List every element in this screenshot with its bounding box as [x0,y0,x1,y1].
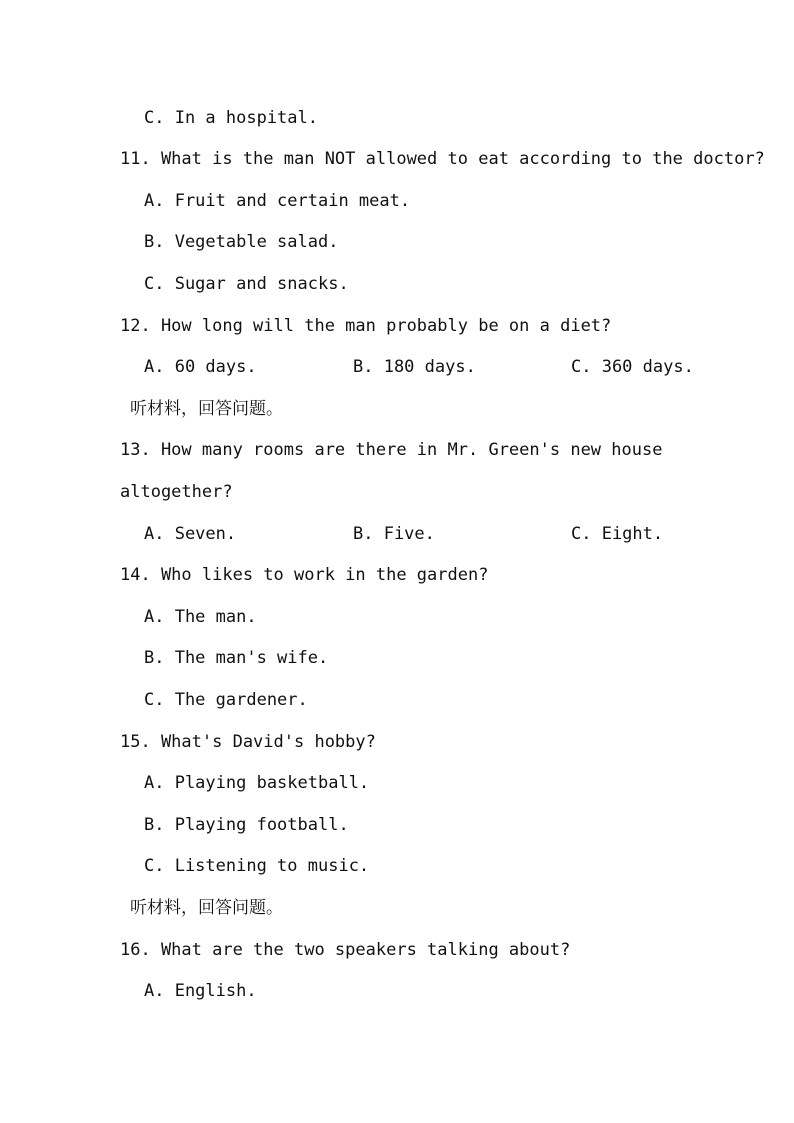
q11-option-c: C. Sugar and snacks. [144,274,349,294]
question-11: 11. What is the man NOT allowed to eat according to the doctor? [120,149,765,169]
q14-option-a: A. The man. [144,607,257,627]
q12-option-b: B. 180 days. [353,357,476,377]
question-13: 13. How many rooms are there in Mr. Green's new house [120,440,663,460]
q13-option-b: B. Five. [353,524,435,544]
question-14: 14. Who likes to work in the garden? [120,565,489,585]
q15-option-c: C. Listening to music. [144,856,370,876]
question-13-continued: altogether? [120,482,233,502]
q12-option-c: C. 360 days. [571,357,694,377]
q16-option-a: A. English. [144,981,257,1001]
q11-option-a: A. Fruit and certain meat. [144,191,411,211]
question-16: 16. What are the two speakers talking about? [120,940,571,960]
q11-option-b: B. Vegetable salad. [144,232,339,252]
listening-instruction: 听材料，回答问题。 [130,399,283,419]
q13-option-a: A. Seven. [144,524,237,544]
listening-instruction: 听材料，回答问题。 [130,898,283,918]
question-15: 15. What's David's hobby? [120,732,376,752]
q15-option-b: B. Playing football. [144,815,349,835]
q12-option-a: A. 60 days. [144,357,257,377]
question-12: 12. How long will the man probably be on a diet? [120,316,612,336]
q15-option-a: A. Playing basketball. [144,773,370,793]
q14-option-b: B. The man's wife. [144,648,329,668]
q14-option-c: C. The gardener. [144,690,308,710]
q10-option-c: C. In a hospital. [144,108,318,128]
q13-option-c: C. Eight. [571,524,664,544]
